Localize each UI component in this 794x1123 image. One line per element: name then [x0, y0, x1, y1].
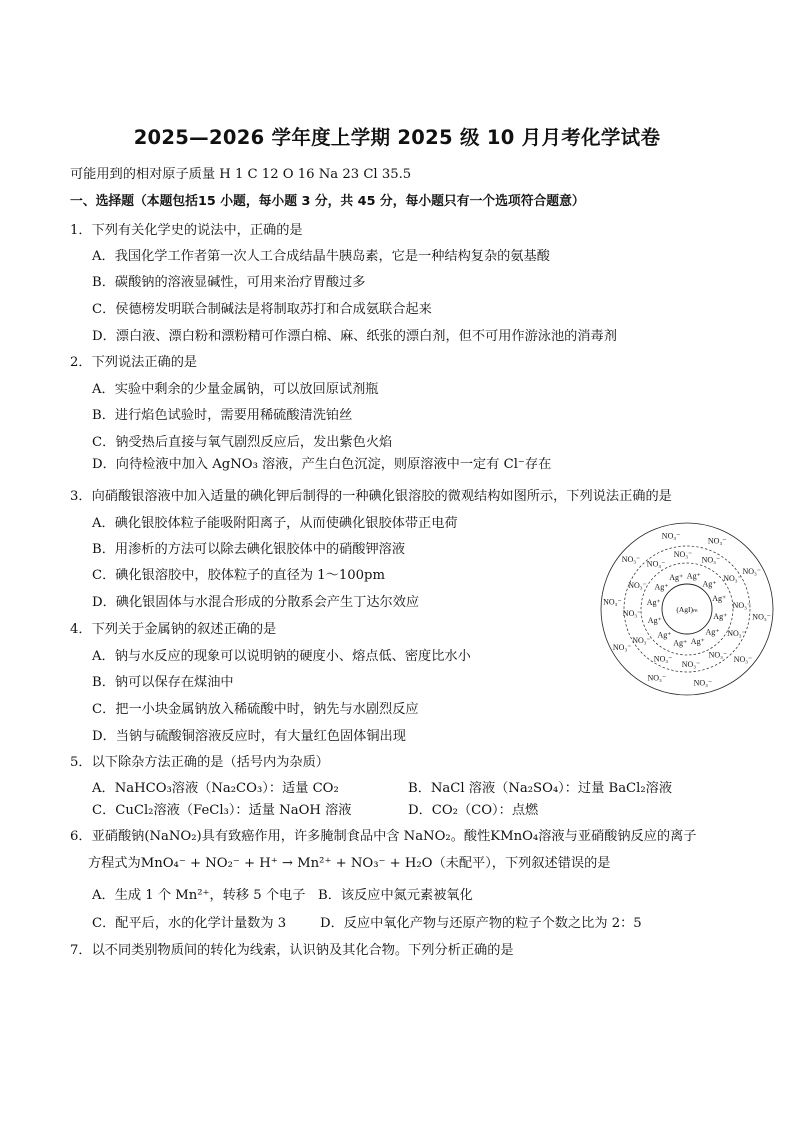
no3-ion-label: NO₃⁻ — [733, 654, 753, 664]
question-6-option-d: D．反应中氧化产物与还原产物的粒子个数之比为 2：5 — [320, 916, 642, 931]
question-4-option-a: A．钠与水反应的现象可以说明钠的硬度小、熔点低、密度比水小 — [92, 649, 471, 664]
question-1-option-d: D．漂白液、漂白粉和漂粉精可作漂白棉、麻、纸张的漂白剂，但不可用作游泳池的消毒剂 — [92, 329, 617, 344]
no3-ion-label: NO₃⁻ — [707, 536, 727, 546]
question-5-stem: 5．以下除杂方法正确的是（括号内为杂质） — [70, 755, 329, 770]
question-2-option-d: D．向待检液中加入 AgNO₃ 溶液，产生白色沉淀，则原溶液中一定有 Cl⁻存在 — [92, 457, 552, 472]
question-2-option-c: C．钠受热后直接与氧气剧烈反应后，发出紫色火焰 — [92, 435, 393, 450]
question-2-option-b: B．进行焰色试验时，需要用稀硫酸清洗铂丝 — [92, 408, 353, 423]
no3-ion-label: NO₃⁻ — [612, 642, 632, 652]
question-5-option-b: B．NaCl 溶液（Na₂SO₄）：过量 BaCl₂溶液 — [408, 781, 673, 796]
ag-ion-label: Ag⁺ — [646, 598, 661, 608]
no3-ion-label: NO₃⁻ — [708, 650, 728, 660]
question-3-option-a: A．碘化银胶体粒子能吸附阳离子，从而使碘化银胶体带正电荷 — [92, 516, 458, 531]
no3-ion-label: NO₃⁻ — [723, 574, 742, 584]
agi-colloid-diagram — [598, 520, 776, 698]
question-4-option-c: C．把一小块金属钠放入稀硫酸中时，钠先与水剧烈反应 — [92, 702, 419, 717]
ag-ion-label: Ag⁺ — [657, 630, 672, 640]
ag-ion-label: Ag⁺ — [647, 615, 662, 625]
ag-ion-label: Ag⁺ — [712, 594, 727, 604]
ag-ion-label: Ag⁺ — [654, 582, 669, 592]
no3-ion-label: NO₃⁻ — [603, 597, 622, 607]
question-5-option-c: C．CuCl₂溶液（FeCl₃）：适量 NaOH 溶液 — [92, 803, 352, 818]
ag-ion-label: Ag⁺ — [669, 572, 684, 582]
page-title: 2025—2026 学年度上学期 2025 级 10 月月考化学试卷 — [133, 126, 661, 149]
question-3-option-d: D．碘化银固体与水混合形成的分散系会产生丁达尔效应 — [92, 595, 420, 610]
no3-ion-label: NO₃⁻ — [628, 581, 647, 591]
ag-ion-label: Ag⁺ — [705, 627, 720, 637]
section-heading: 一、选择题（本题包括15 小题，每小题 3 分，共 45 分，每小题只有一个选项符合题意） — [70, 194, 585, 209]
no3-ion-label: NO₃⁻ — [727, 628, 746, 638]
question-4-option-b: B．钠可以保存在煤油中 — [92, 675, 234, 690]
question-6-option-a: A．生成 1 个 Mn²⁺，转移 5 个电子 — [92, 888, 306, 903]
question-1-option-c: C．侯德榜发明联合制碱法是将制取苏打和合成氨联合起来 — [92, 302, 432, 317]
no3-ion-label: NO₃⁻ — [681, 659, 701, 669]
question-3-option-c: C．碘化银溶胶中，胶体粒子的直径为 1～100pm — [92, 568, 385, 583]
no3-ion-label: NO₃⁻ — [742, 567, 762, 577]
no3-ion-label: NO₃⁻ — [661, 531, 681, 541]
question-6-stem-line-2: 方程式为MnO₄⁻ + NO₂⁻ + H⁺ → Mn²⁺ + NO₃⁻ + H₂O（未配平），下列叙述错误的是 — [88, 856, 611, 871]
ag-ion-label: Ag⁺ — [686, 571, 701, 581]
no3-ion-label: NO₃⁻ — [647, 673, 667, 683]
question-6-option-b: B．该反应中氮元素被氧化 — [318, 888, 473, 903]
question-5-option-a: A．NaHCO₃溶液（Na₂CO₃）：适量 CO₂ — [92, 781, 339, 796]
no3-ion-label: NO₃⁻ — [732, 601, 752, 610]
atomic-masses: 可能用到的相对原子质量 H 1 C 12 O 16 Na 23 Cl 35.5 — [70, 167, 412, 182]
no3-ion-label: NO₃⁻ — [646, 559, 666, 569]
ag-ion-label: Ag⁺ — [673, 638, 688, 648]
question-1-option-b: B．碳酸钠的溶液显碱性，可用来治疗胃酸过多 — [92, 275, 366, 290]
question-3-option-b: B．用渗析的方法可以除去碘化银胶体中的硝酸钾溶液 — [92, 542, 406, 557]
question-2-stem: 2．下列说法正确的是 — [70, 355, 198, 370]
question-1-stem: 1．下列有关化学史的说法中，正确的是 — [70, 223, 303, 238]
question-5-option-d: D．CO₂（CO）：点燃 — [408, 803, 539, 818]
no3-ion-label: NO₃⁻ — [693, 678, 713, 688]
no3-ion-label: NO₃⁻ — [701, 555, 721, 565]
ag-ion-label: Ag⁺ — [702, 579, 717, 589]
no3-ion-label: NO₃⁻ — [632, 635, 651, 645]
no3-ion-label: NO₃⁻ — [653, 654, 673, 664]
question-1-option-a: A．我国化学工作者第一次人工合成结晶牛胰岛素，它是一种结构复杂的氨基酸 — [92, 249, 550, 264]
question-6-option-c: C．配平后，水的化学计量数为 3 — [92, 916, 287, 931]
question-2-option-a: A．实验中剩余的少量金属钠，可以放回原试剂瓶 — [92, 382, 379, 397]
question-6-stem-line-1: 6．亚硝酸钠(NaNO₂)具有致癌作用，许多腌制食品中含 NaNO₂。酸性KMnO₄溶液与亚硝酸钠反应的离子 — [70, 829, 697, 844]
ag-ion-label: Ag⁺ — [690, 637, 705, 647]
no3-ion-label: NO₃⁻ — [752, 612, 771, 622]
no3-ion-label: NO₃⁻ — [673, 550, 693, 560]
core-label: (AgI)ₘ — [676, 605, 698, 614]
question-3-stem: 3．向硝酸银溶液中加入适量的碘化钾后制得的一种碘化银溶胶的微观结构如图所示，下列说法正确的是 — [70, 489, 672, 504]
no3-ion-label: NO₃⁻ — [622, 609, 642, 618]
question-4-option-d: D．当钠与硫酸铜溶液反应时，有大量红色固体铜出现 — [92, 729, 406, 744]
question-4-stem: 4．下列关于金属钠的叙述正确的是 — [70, 622, 277, 637]
ag-ion-label: Ag⁺ — [713, 611, 728, 621]
question-7-stem: 7．以不同类别物质间的转化为线索，认识钠及其化合物。下列分析正确的是 — [70, 943, 514, 958]
no3-ion-label: NO₃⁻ — [621, 555, 641, 565]
